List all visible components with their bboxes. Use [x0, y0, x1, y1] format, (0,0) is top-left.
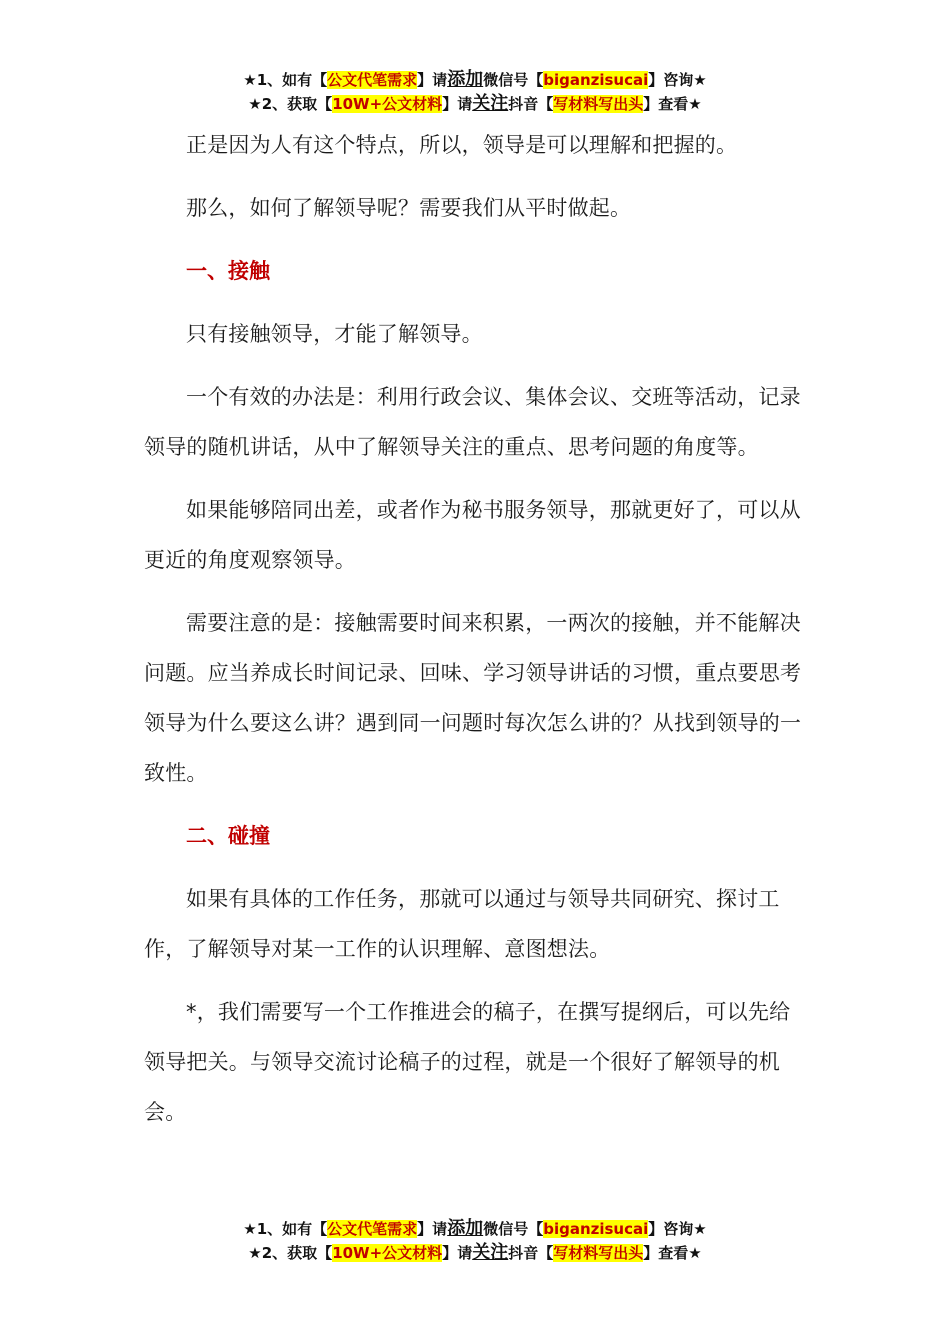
banner-line-1 — [0, 68, 950, 92]
paragraph: 如果能够陪同出差，或者作为秘书服务领导，那就更好了，可以从更近的角度观察领导。 — [144, 498, 801, 572]
banner-text: 】查看★ — [643, 1244, 702, 1262]
banner-highlight-wechat: biganzisucai — [543, 1220, 649, 1238]
paragraph: 需要注意的是：接触需要时间来积累，一两次的接触，并不能解决问题。应当养成长时间记录、回味、学习领导讲话的习惯，重点要思考领导为什么要这么讲？遇到同一问题时每次怎么讲的？从找到领导的一致性。 — [144, 611, 802, 785]
banner-line-2 — [0, 1241, 950, 1265]
banner-text: ★1、如有【 — [243, 1220, 328, 1238]
paragraph: *，我们需要写一个工作推进会的稿子，在撰写提纲后，可以先给领导把关。与领导交流讨论稿子的过程，就是一个很好了解领导的机会。 — [144, 1000, 791, 1124]
banner-highlight-douyin: 写材料写出头 — [553, 95, 644, 113]
banner-text: 】请 — [442, 1244, 473, 1262]
banner-text: 】咨询★ — [648, 1220, 707, 1238]
banner-text: 】请 — [417, 1220, 448, 1238]
banner-text: 抖音【 — [508, 95, 554, 113]
banner-highlight-douyin: 写材料写出头 — [553, 1244, 644, 1262]
banner-highlight-service: 公文代笔需求 — [327, 71, 418, 89]
banner-line-1 — [0, 1217, 950, 1241]
paragraph: 一个有效的办法是：利用行政会议、集体会议、交班等活动，记录领导的随机讲话，从中了解领导关注的重点、思考问题的角度等。 — [144, 385, 801, 459]
banner-text: ★2、获取【 — [248, 95, 333, 113]
header-banner — [0, 68, 950, 116]
banner-highlight-materials: 10W+公文材料 — [332, 95, 443, 113]
footer-banner — [0, 1217, 950, 1265]
banner-highlight-wechat: biganzisucai — [543, 71, 649, 89]
banner-emphasis: 添加 — [447, 1218, 484, 1239]
paragraph: 正是因为人有这个特点，所以，领导是可以理解和把握的。 — [186, 133, 738, 157]
paragraph: 那么，如何了解领导呢？需要我们从平时做起。 — [186, 196, 632, 220]
paragraph: 只有接触领导，才能了解领导。 — [186, 322, 483, 346]
banner-text: 】查看★ — [643, 95, 702, 113]
paragraph: 如果有具体的工作任务，那就可以通过与领导共同研究、探讨工作，了解领导对某一工作的认识理解、意图想法。 — [144, 887, 780, 961]
banner-text: 微信号【 — [483, 71, 544, 89]
banner-emphasis: 关注 — [472, 1242, 509, 1263]
banner-text: ★1、如有【 — [243, 71, 328, 89]
banner-text: 】请 — [417, 71, 448, 89]
document-body — [144, 120, 808, 1150]
banner-emphasis: 关注 — [472, 93, 509, 114]
banner-text: 】请 — [442, 95, 473, 113]
section-heading-collision: 二、碰撞 — [186, 824, 270, 848]
banner-text: ★2、获取【 — [248, 1244, 333, 1262]
banner-highlight-service: 公文代笔需求 — [327, 1220, 418, 1238]
banner-emphasis: 添加 — [447, 69, 484, 90]
section-heading-contact: 一、接触 — [186, 259, 270, 283]
banner-text: 】咨询★ — [648, 71, 707, 89]
banner-line-2 — [0, 92, 950, 116]
banner-text: 微信号【 — [483, 1220, 544, 1238]
banner-text: 抖音【 — [508, 1244, 554, 1262]
banner-highlight-materials: 10W+公文材料 — [332, 1244, 443, 1262]
